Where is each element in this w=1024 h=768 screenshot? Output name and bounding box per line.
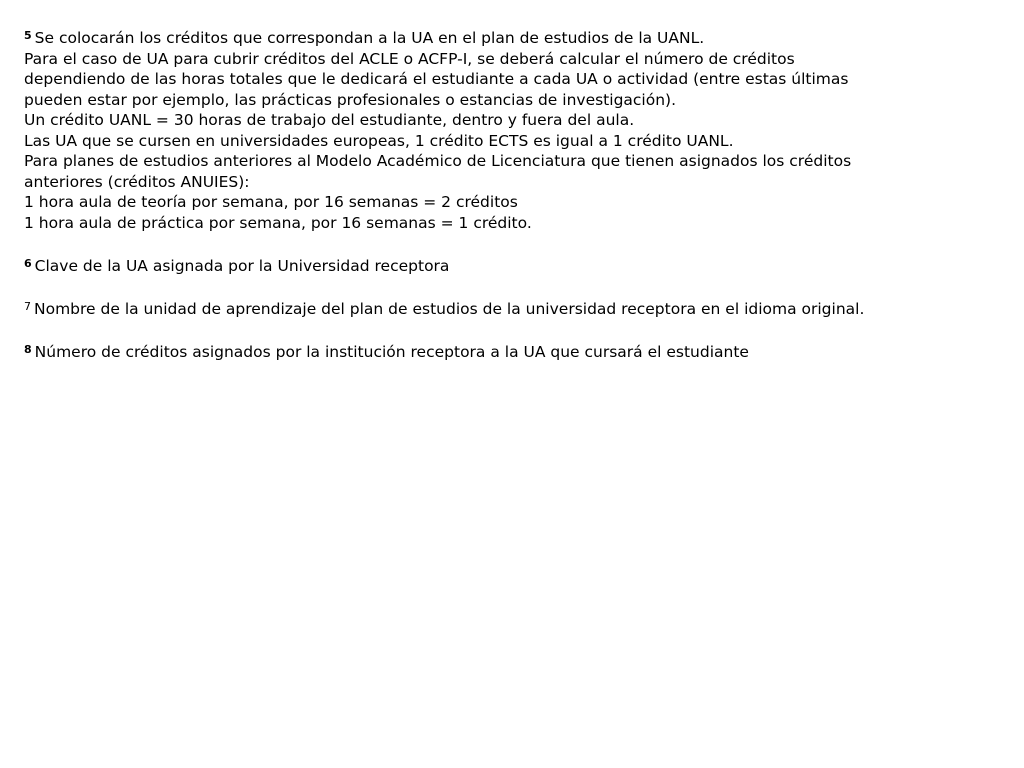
- footnote-5-line-6: Las UA que se cursen en universidades europeas, 1 crédito ECTS es igual a 1 crédito UANL.: [24, 131, 734, 150]
- footnote-5-line-7: Para planes de estudios anteriores al Modelo Académico de Licenciatura que tienen asignados los créditos: [24, 152, 852, 170]
- footnote-7: [24, 297, 1004, 320]
- footnote-5-line-2: Para el caso de UA para cubrir créditos del ACLE o ACFP-I, se deberá calcular el número de créditos: [24, 49, 795, 68]
- footnote-marker-5: 5: [24, 29, 32, 42]
- footnote-5-line-8: anteriores (créditos ANUIES):: [24, 172, 250, 191]
- footnote-5-line-4: pueden estar por ejemplo, las prácticas profesionales o estancias de investigación).: [24, 90, 677, 109]
- footnote-5-line-1: [24, 26, 1004, 49]
- footnote-8-text: Número de créditos asignados por la institución receptora a la UA que cursará el estudiante: [34, 342, 749, 361]
- footnote-marker-7: 7: [24, 299, 31, 313]
- spacer: [24, 319, 1004, 340]
- footnote-5-line-3: dependiendo de las horas totales que le dedicará el estudiante a cada UA o actividad (entre estas últimas: [24, 70, 849, 88]
- footnote-7-text: Nombre de la unidad de aprendizaje del plan de estudios de la universidad receptora en el idioma original.: [34, 299, 865, 318]
- footnote-5-line-9: 1 hora aula de teoría por semana, por 16 semanas = 2 créditos: [24, 193, 518, 211]
- spacer: [24, 276, 1004, 297]
- footnote-5-text: Se colocarán los créditos que correspondan a la UA en el plan de estudios de la UANL.: [34, 29, 705, 47]
- footnote-5-line-10: 1 hora aula de práctica por semana, por 16 semanas = 1 crédito.: [24, 213, 532, 232]
- footnote-5-line-5: Un crédito UANL = 30 horas de trabajo del estudiante, dentro y fuera del aula.: [24, 111, 635, 129]
- footnote-marker-8: 8: [24, 342, 32, 356]
- footnotes-page: [24, 26, 1004, 362]
- spacer: [24, 233, 1004, 254]
- footnote-6-text: Clave de la UA asignada por la Universidad receptora: [34, 256, 450, 275]
- footnote-8: [24, 340, 1004, 363]
- footnote-6: [24, 254, 1004, 277]
- footnote-marker-6: 6: [24, 256, 32, 270]
